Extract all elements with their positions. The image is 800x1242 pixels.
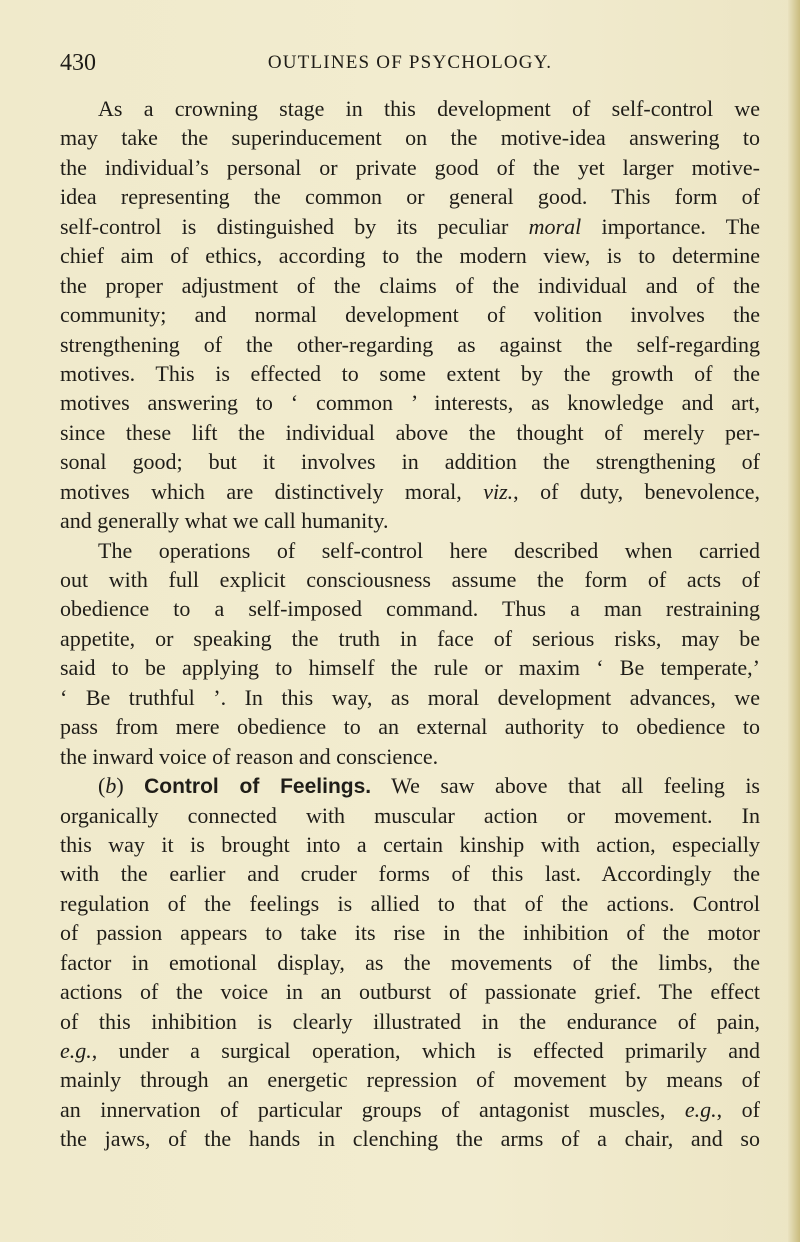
text-line: motives answering to ‘ common ’ interests, as knowledge and art, [60, 390, 760, 416]
text-line: pass from mere obedience to an external authority to obedience to [60, 714, 760, 740]
text-line: motives. This is effected to some extent by the growth of the [60, 360, 760, 386]
text-line: the individual’s personal or private good of the yet larger motive- [60, 154, 760, 180]
text-line: regulation of the feelings is allied to that of the actions. Control [60, 890, 760, 916]
running-title: OUTLINES OF PSYCHOLOGY. [267, 52, 553, 73]
text-line: with the earlier and cruder forms of this last. Accordingly the [60, 861, 760, 887]
text-line: mainly through an energetic repression of movement by means of [60, 1067, 760, 1093]
page-number: 430 [60, 50, 96, 76]
text-line: and generally what we call humanity. [60, 508, 389, 534]
text-line: an innervation of particular groups of antagonist muscles, e.g., of [60, 1096, 761, 1122]
text-line: e.g., under a surgical operation, which is effected primarily and [60, 1038, 760, 1063]
text-line: (b) Control of Feelings. We saw above that all feeling is [98, 773, 760, 799]
text-line: out with full explicit consciousness assume the form of acts of [60, 567, 760, 592]
text-line: The operations of self-control here described when carried [98, 537, 760, 563]
text-line: actions of the voice in an outburst of passionate grief. The effect [60, 979, 760, 1005]
page-edge-shadow [788, 0, 800, 1242]
text-line: motives which are distinctively moral, viz., of duty, benevolence, [60, 478, 760, 504]
text-line: self-control is distinguished by its peculiar moral importance. The [60, 213, 760, 239]
text-line: of this inhibition is clearly illustrated in the endurance of pain, [60, 1008, 760, 1034]
text-line: the proper adjustment of the claims of the individual and of the [60, 272, 760, 298]
text-line: of passion appears to take its rise in the inhibition of the motor [60, 920, 760, 946]
body-text [60, 94, 760, 1154]
page-header [60, 50, 760, 80]
text-line: factor in emotional display, as the movements of the limbs, the [60, 949, 760, 975]
section-heading: Control of Feelings. [144, 775, 372, 799]
text-line: appetite, or speaking the truth in face of serious risks, may be [60, 625, 760, 651]
text-line: idea representing the common or general good. This form of [60, 184, 760, 210]
text-line: community; and normal development of volition involves the [60, 302, 760, 328]
text-line: the jaws, of the hands in clenching the arms of a chair, and so [60, 1126, 760, 1152]
text-line: obedience to a self-imposed command. Thus a man restraining [60, 596, 760, 622]
text-line: since these lift the individual above the thought of merely per- [60, 419, 760, 445]
text-line: organically connected with muscular action or movement. In [60, 802, 760, 828]
text-line: strengthening of the other-regarding as against the self-regarding [60, 331, 760, 357]
text-line: ‘ Be truthful ’. In this way, as moral development advances, we [60, 684, 760, 710]
text-line: As a crowning stage in this development of self-control we [98, 96, 760, 121]
text-line: the inward voice of reason and conscience. [60, 743, 439, 769]
text-line: chief aim of ethics, according to the modern view, is to determine [60, 243, 760, 269]
text-line: may take the superinducement on the motive-idea answering to [60, 125, 760, 151]
text-line: said to be applying to himself the rule or maxim ‘ Be temperate,’ [60, 655, 760, 681]
text-line: this way it is brought into a certain kinship with action, especially [60, 831, 760, 857]
text-line: sonal good; but it involves in addition the strengthening of [60, 449, 760, 475]
